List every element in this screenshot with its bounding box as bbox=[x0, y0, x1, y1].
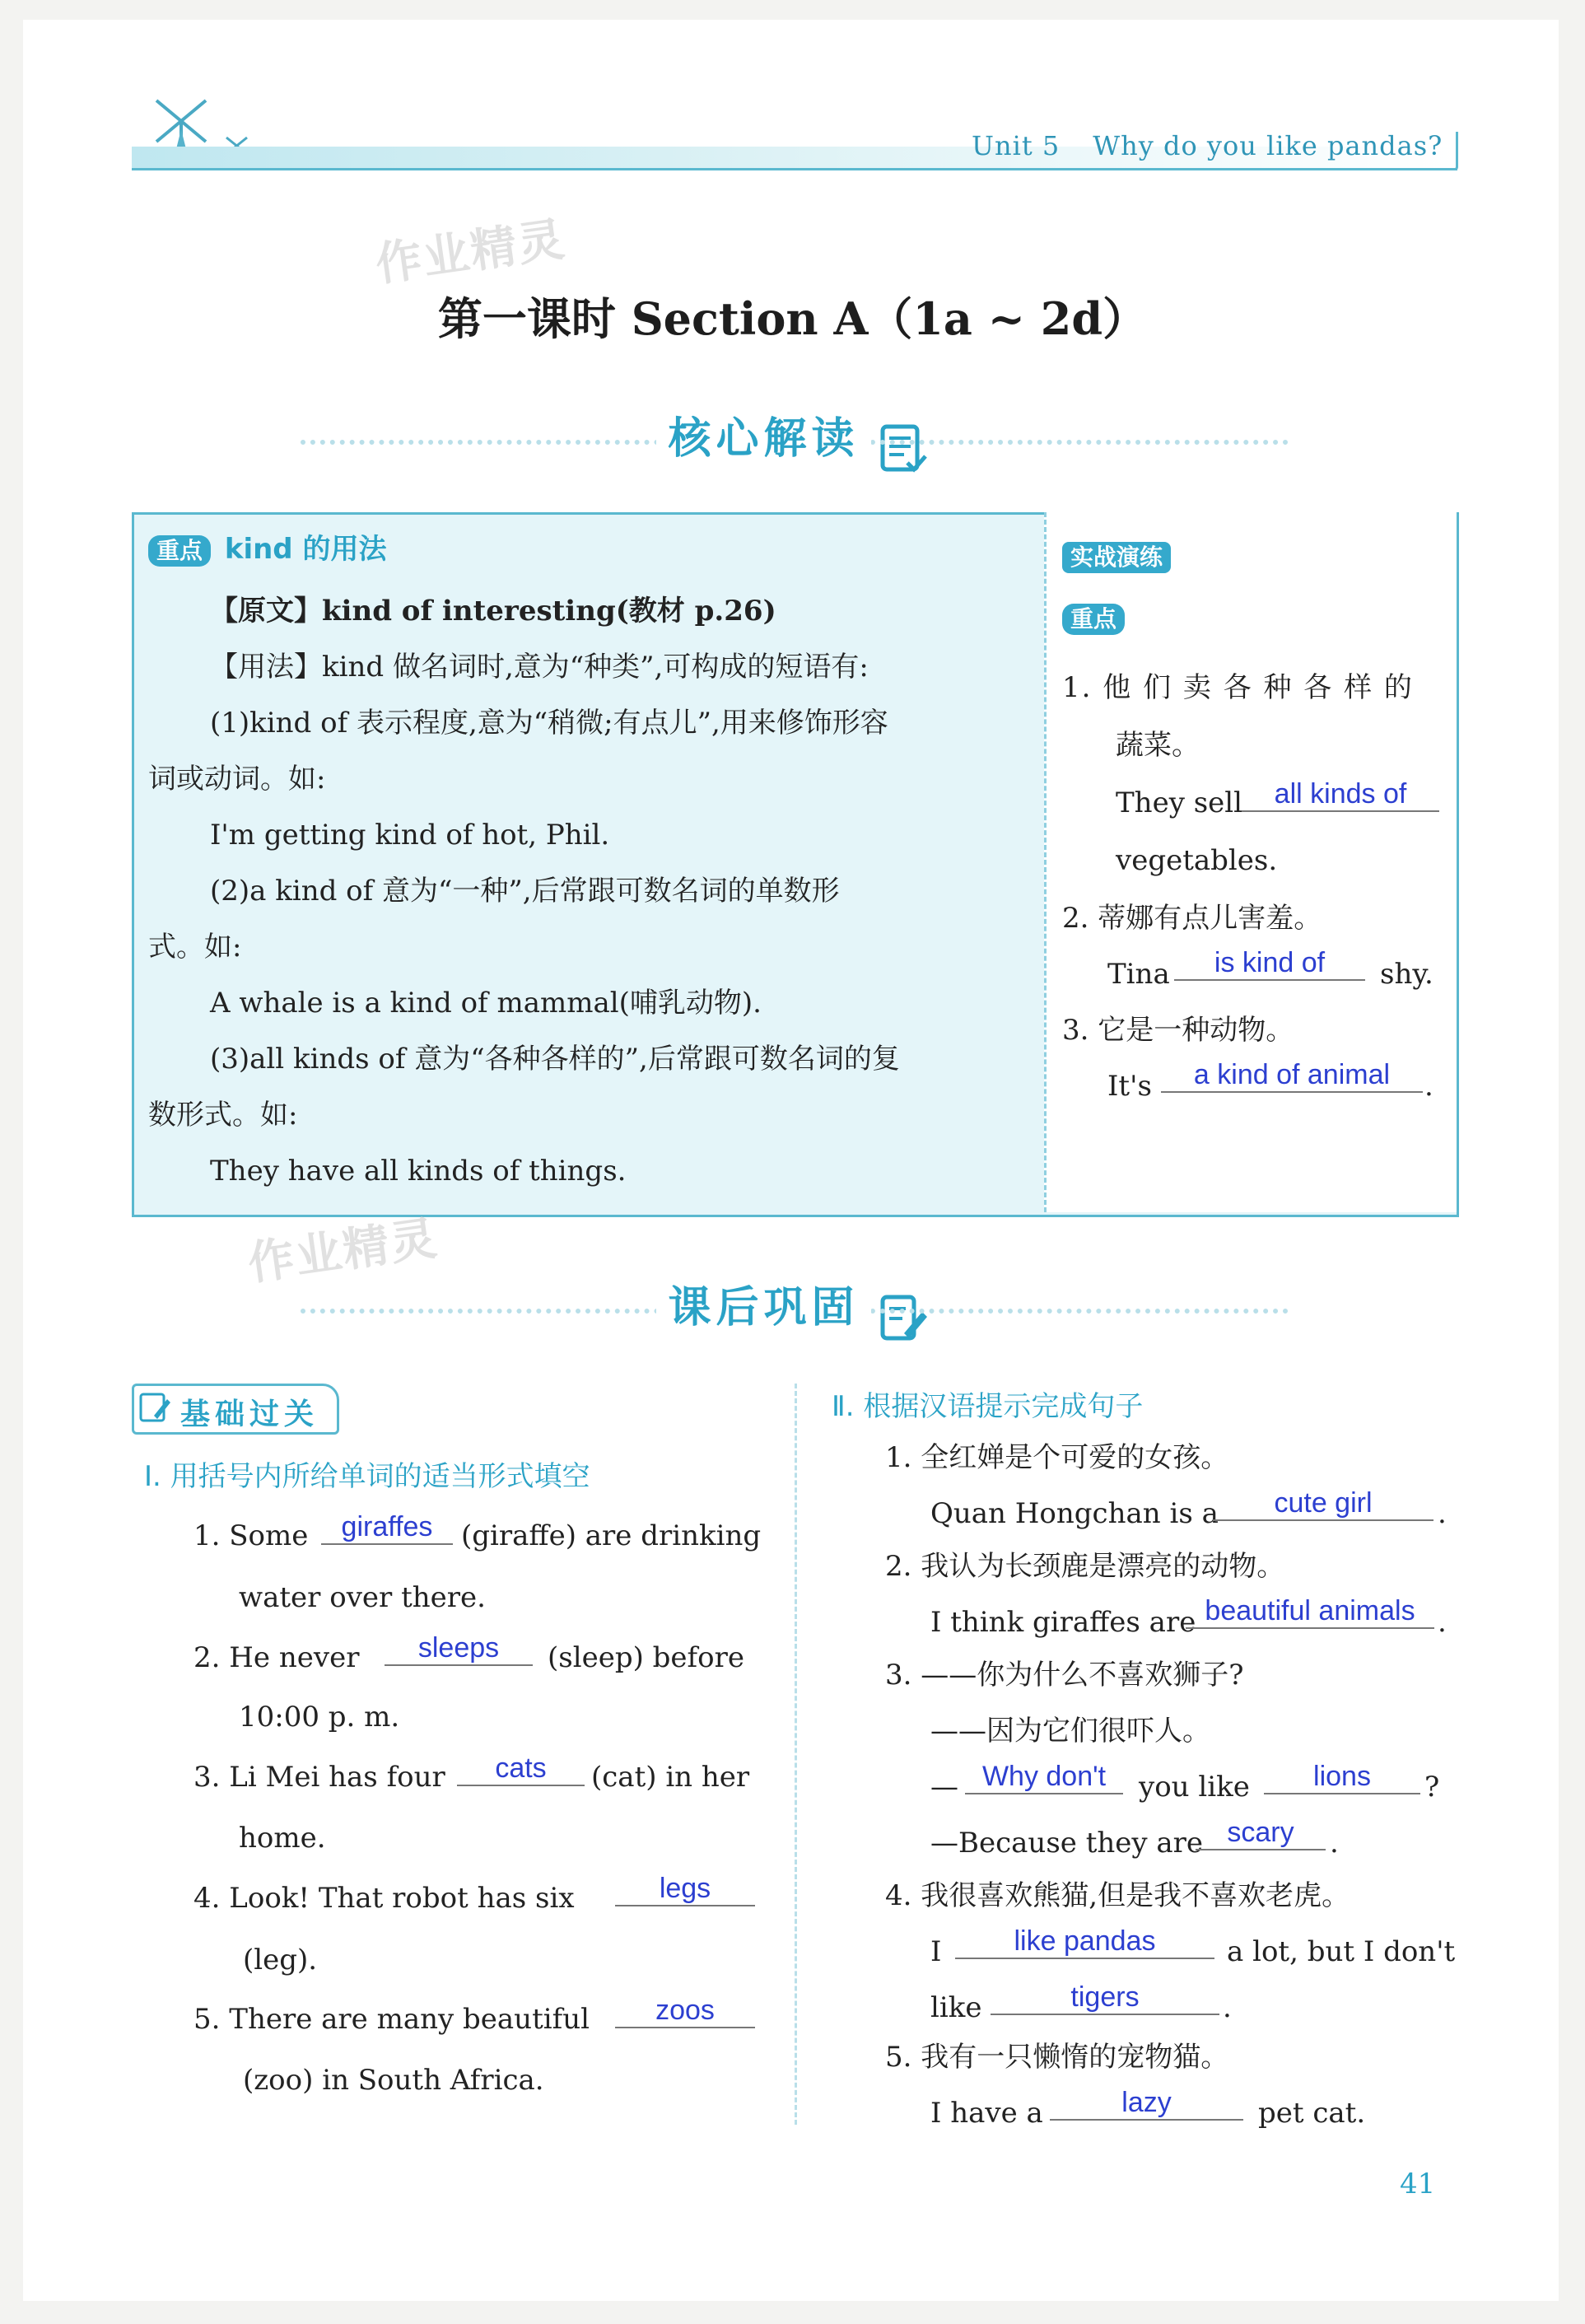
practice-item-2-post: shy. bbox=[1380, 958, 1433, 991]
item-chinese: 我有一只懒惰的宠物猫。 bbox=[921, 2041, 1229, 2074]
answer-blank[interactable]: all kinds of bbox=[1242, 778, 1439, 812]
edit-icon bbox=[879, 1292, 929, 1345]
exercise-3-post: (cat) in her bbox=[591, 1761, 750, 1794]
exercise-1 bbox=[193, 1519, 308, 1553]
practice-item-3-cn bbox=[1062, 1014, 1294, 1048]
practice-item-3-post: . bbox=[1424, 1070, 1433, 1103]
core-line-source: 【原文】kind of interesting(教材 p.26) bbox=[210, 595, 776, 628]
core-line-usage: 【用法】kind 做名词时,意为“种类”,可构成的短语有: bbox=[210, 651, 869, 684]
item-chinese: 我很喜欢熊猫,但是我不喜欢老虎。 bbox=[921, 1879, 1350, 1912]
key-point-badge: 重点 bbox=[1062, 604, 1125, 635]
core-line: (2)a kind of 意为“一种”,后常跟可数名词的单数形 bbox=[210, 875, 840, 908]
core-line: (3)all kinds of 意为“各种各样的”,后常跟可数名词的复 bbox=[210, 1043, 900, 1076]
practice-item-1-cn2: 蔬菜。 bbox=[1116, 729, 1200, 762]
part2-title: Ⅱ. 根据汉语提示完成句子 bbox=[832, 1390, 1144, 1423]
part2-item-2-cn bbox=[885, 1550, 1284, 1584]
practice-item-1-cn bbox=[1062, 671, 1414, 705]
practice-badge: 实战演练 bbox=[1062, 542, 1171, 573]
page-number: 41 bbox=[1400, 2168, 1436, 2200]
practice-item-1-post: vegetables. bbox=[1116, 844, 1278, 877]
answer-blank[interactable]: is kind of bbox=[1174, 947, 1365, 981]
key-point-badge: 重点 bbox=[148, 535, 211, 567]
part2-item-4-post: a lot, but I don't bbox=[1227, 1935, 1456, 1968]
item-text: Li Mei has four bbox=[229, 1761, 445, 1794]
item-number: 4. bbox=[885, 1879, 912, 1912]
exercise-4 bbox=[193, 1882, 575, 1916]
core-line: 数形式。如: bbox=[148, 1099, 298, 1132]
answer-blank[interactable]: like pandas bbox=[955, 1925, 1214, 1959]
item-chinese: ——你为什么不喜欢狮子? bbox=[921, 1659, 1244, 1692]
item-number: 1. bbox=[193, 1519, 221, 1552]
exercise-5 bbox=[193, 2003, 590, 2037]
item-chinese: 我认为长颈鹿是漂亮的动物。 bbox=[921, 1550, 1285, 1583]
part2-item-3-post: ? bbox=[1424, 1771, 1440, 1804]
part2-item-5-cn bbox=[885, 2041, 1228, 2074]
part2-item-5-post: pet cat. bbox=[1258, 2097, 1366, 2130]
part2-item-2-post: . bbox=[1438, 1606, 1447, 1639]
item-chinese: 全红婵是个可爱的女孩。 bbox=[921, 1441, 1229, 1474]
item-number: 2. bbox=[193, 1641, 221, 1674]
core-example: I'm getting kind of hot, Phil. bbox=[210, 819, 610, 852]
item-chinese: 蒂娜有点儿害羞。 bbox=[1098, 902, 1322, 935]
item-text: Look! That robot has six bbox=[229, 1882, 575, 1915]
item-number: 2. bbox=[885, 1550, 912, 1583]
practice-item-3-pre: It's bbox=[1107, 1070, 1152, 1103]
answer-blank[interactable]: cats bbox=[457, 1752, 585, 1786]
item-number: 1. bbox=[885, 1441, 912, 1474]
section-after-title: 课后巩固 bbox=[656, 1272, 870, 1334]
answer-blank[interactable]: legs bbox=[615, 1873, 755, 1906]
exercise-2-line2: 10:00 p. m. bbox=[239, 1701, 400, 1734]
basic-label-box bbox=[132, 1384, 339, 1435]
exercise-1-line2: water over there. bbox=[239, 1581, 486, 1614]
core-line: 词或动词。如: bbox=[148, 763, 326, 796]
core-heading-row bbox=[148, 533, 386, 567]
part2-item-3-cn bbox=[885, 1659, 1244, 1692]
item-number: 3. bbox=[885, 1659, 912, 1692]
part2-item-4-pre: I bbox=[930, 1935, 942, 1968]
exercise-2 bbox=[193, 1641, 359, 1675]
part2-item-3-cn2: ——因为它们很吓人。 bbox=[930, 1715, 1210, 1748]
item-text: There are many beautiful bbox=[229, 2003, 590, 2036]
part2-item-3-pre: — bbox=[930, 1771, 958, 1804]
watermark-top: 作业精灵 bbox=[372, 212, 570, 292]
exercise-3-line2: home. bbox=[239, 1822, 326, 1855]
part2-item-1-cn bbox=[885, 1441, 1228, 1475]
header-bracket bbox=[1451, 132, 1458, 170]
core-heading: kind 的用法 bbox=[224, 533, 387, 566]
core-line: (1)kind of 表示程度,意为“稍微;有点儿”,用来修饰形容 bbox=[210, 707, 888, 740]
part2-item-3-line3-post: . bbox=[1330, 1827, 1339, 1860]
part2-item-4-line3: like bbox=[930, 1991, 982, 2024]
practice-item-2-pre: Tina bbox=[1107, 958, 1170, 991]
answer-blank[interactable]: cute girl bbox=[1213, 1487, 1433, 1521]
watermark-middle: 作业精灵 bbox=[245, 1211, 442, 1291]
item-chinese: 他 们 卖 各 种 各 样 的 bbox=[1103, 671, 1414, 704]
answer-blank[interactable]: Why don't bbox=[965, 1761, 1123, 1794]
section-core-heading bbox=[0, 404, 1585, 476]
column-divider bbox=[795, 1384, 797, 2125]
header-rule bbox=[132, 168, 1457, 170]
item-number: 2. bbox=[1062, 902, 1089, 935]
answer-blank[interactable]: sleeps bbox=[385, 1632, 533, 1666]
item-text: He never bbox=[229, 1641, 360, 1674]
lesson-title: 第一课时 Section A（1a ~ 2d） bbox=[437, 292, 1148, 345]
checklist-icon bbox=[879, 423, 929, 476]
item-number: 3. bbox=[193, 1761, 221, 1794]
unit-header bbox=[972, 130, 1443, 161]
exercise-1-post: (giraffe) are drinking bbox=[461, 1519, 762, 1552]
item-text: Some bbox=[229, 1519, 309, 1552]
unit-number: Unit 5 bbox=[972, 130, 1061, 161]
part2-item-4-line3-post: . bbox=[1223, 1991, 1232, 2024]
section-core-title: 核心解读 bbox=[656, 404, 870, 465]
core-line: 式。如: bbox=[148, 931, 242, 964]
part2-item-1-post: . bbox=[1438, 1497, 1447, 1530]
exercise-3 bbox=[193, 1761, 445, 1794]
part2-item-3-line3: —Because they are bbox=[930, 1827, 1204, 1860]
practice-item-2-cn bbox=[1062, 902, 1322, 936]
part2-item-3-mid: you like bbox=[1139, 1771, 1250, 1804]
pencil-icon bbox=[139, 1391, 172, 1424]
core-example: They have all kinds of things. bbox=[210, 1155, 627, 1188]
item-number: 3. bbox=[1062, 1014, 1089, 1047]
practice-sub-badge-row bbox=[1062, 601, 1125, 635]
part1-title: Ⅰ. 用括号内所给单词的适当形式填空 bbox=[144, 1460, 590, 1493]
answer-blank[interactable]: scary bbox=[1196, 1817, 1326, 1850]
item-number: 5. bbox=[885, 2041, 912, 2074]
answer-blank[interactable]: a kind of animal bbox=[1161, 1059, 1423, 1093]
answer-blank[interactable]: zoos bbox=[615, 1995, 755, 2028]
answer-blank[interactable]: lions bbox=[1264, 1761, 1420, 1794]
answer-blank[interactable]: giraffes bbox=[321, 1511, 453, 1545]
part2-item-5-pre: I have a bbox=[930, 2097, 1043, 2130]
item-number: 4. bbox=[193, 1882, 221, 1915]
part2-item-2-pre: I think giraffes are bbox=[930, 1606, 1196, 1639]
unit-title-text: Why do you like pandas? bbox=[1093, 130, 1443, 161]
practice-badge-row bbox=[1062, 539, 1171, 573]
answer-blank[interactable]: lazy bbox=[1050, 2087, 1243, 2121]
exercise-2-post: (sleep) before bbox=[548, 1641, 744, 1674]
practice-item-1-pre: They sell bbox=[1116, 786, 1243, 819]
item-number: 1. bbox=[1062, 671, 1093, 704]
exercise-4-line2: (leg). bbox=[243, 1944, 318, 1976]
core-example: A whale is a kind of mammal(哺乳动物). bbox=[210, 987, 762, 1020]
part2-item-1-pre: Quan Hongchan is a bbox=[930, 1497, 1219, 1530]
part2-item-4-cn bbox=[885, 1879, 1350, 1913]
section-after-heading bbox=[0, 1272, 1585, 1345]
answer-blank[interactable]: tigers bbox=[991, 1981, 1219, 2015]
item-number: 5. bbox=[193, 2003, 221, 2036]
basic-label: 基础过关 bbox=[180, 1398, 319, 1431]
answer-blank[interactable]: beautiful animals bbox=[1186, 1595, 1434, 1629]
item-chinese: 它是一种动物。 bbox=[1098, 1014, 1294, 1047]
exercise-5-line2: (zoo) in South Africa. bbox=[243, 2064, 544, 2097]
